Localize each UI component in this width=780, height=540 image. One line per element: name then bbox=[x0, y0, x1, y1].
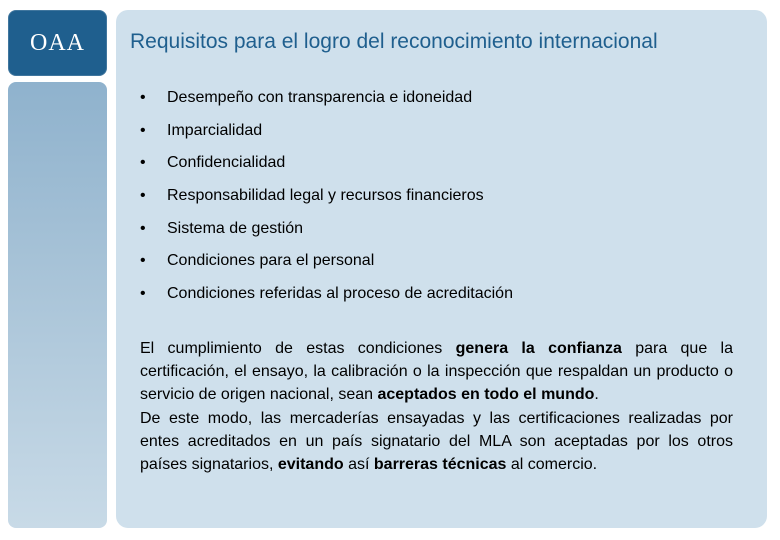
paragraph-1-text: El cumplimiento de estas condiciones bbox=[140, 340, 456, 357]
paragraph-1-text: . bbox=[594, 386, 599, 404]
list-item-text: Condiciones para el personal bbox=[167, 252, 375, 270]
paragraph-1-text: para que la certificación, el ensayo, la calibración o la inspección que respaldan un producto o servicio de origen nacional, sean bbox=[140, 340, 734, 404]
list-item-text: Imparcialidad bbox=[167, 121, 263, 139]
paragraph-1-emphasis: aceptados en todo el mundo bbox=[377, 386, 595, 404]
bullet-icon: • bbox=[140, 89, 146, 106]
paragraph-1-emphasis: genera la confianza bbox=[455, 340, 622, 357]
logo-text: OAA bbox=[30, 30, 85, 56]
bullet-icon: • bbox=[140, 121, 146, 139]
paragraph-2-emphasis: evitando bbox=[277, 456, 344, 474]
bullet-icon: • bbox=[140, 285, 146, 303]
list-item-text: Confidencialidad bbox=[167, 154, 286, 172]
list-item-text: Responsabilidad legal y recursos financieros bbox=[167, 187, 484, 205]
body-text bbox=[140, 337, 733, 476]
paragraph-2-emphasis: barreras técnicas bbox=[373, 456, 507, 474]
bullet-icon: • bbox=[140, 252, 146, 270]
slide-title: Requisitos para el logro del reconocimiento internacional bbox=[130, 30, 658, 53]
bullet-icon: • bbox=[140, 219, 146, 237]
list-item-text: Desempeño con transparencia e idoneidad bbox=[167, 89, 473, 106]
paragraph-2-text: así bbox=[343, 456, 374, 474]
decorative-sidebar bbox=[8, 82, 107, 528]
bullet-icon: • bbox=[140, 154, 146, 172]
list-item-text: Sistema de gestión bbox=[167, 219, 304, 237]
paragraph-2-text: al comercio. bbox=[506, 456, 598, 474]
list-item-text: Condiciones referidas al proceso de acreditación bbox=[167, 285, 513, 303]
logo-box bbox=[8, 10, 107, 76]
paragraph-2-text: De este modo, las mercaderías ensayadas y las certificaciones realizadas por entes acreditados en un país signatario del MLA son aceptadas por los otros países signatarios, bbox=[140, 409, 733, 474]
bullet-icon: • bbox=[140, 187, 146, 205]
